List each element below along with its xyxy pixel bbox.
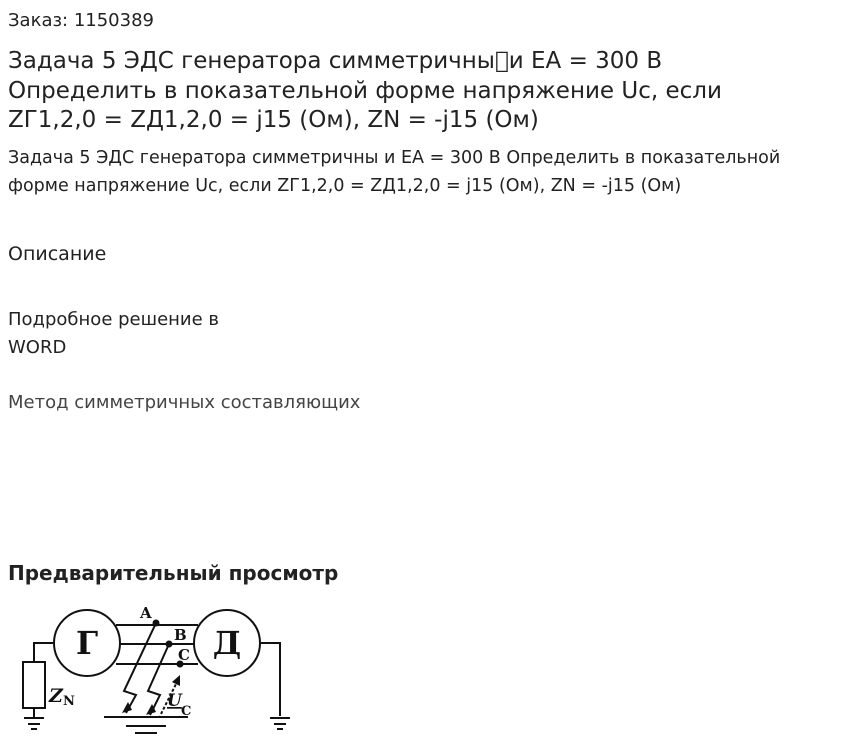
task-description: Задача 5 ЭДС генератора симметричны и ЕА = 300 В Определить в показательной форме напряжение Uc, если ZГ1,2,0 = ZД1,2,0 = j15 (Ом), ZN = -j15 (Ом)	[8, 148, 781, 196]
node-b-dot	[166, 641, 173, 648]
zn-resistor	[23, 662, 45, 708]
load-neutral-wire	[260, 643, 280, 716]
title-line-1: Задача 5 ЭДС генератора симметричны и ЕА = 300 В	[8, 48, 663, 74]
method-text: Метод симметричных составляющих	[8, 392, 361, 413]
solution-note	[8, 306, 268, 362]
title-line-3: ZГ1,2,0 = ZД1,2,0 = j15 (Ом), ZN = -j15 (Ом)	[8, 107, 539, 133]
fault-line-a	[124, 623, 156, 713]
solution-note-line-2: WORD	[8, 337, 67, 358]
description-heading: Описание	[8, 243, 107, 265]
uc-subscript: C	[181, 704, 192, 719]
preview-heading: Предварительный просмотр	[8, 561, 339, 585]
page-title	[8, 47, 828, 136]
solution-note-line-1: Подробное решение в	[8, 309, 220, 330]
uc-label: U	[167, 691, 182, 711]
uc-arrowhead	[172, 675, 180, 686]
circuit-diagram	[12, 598, 302, 743]
phase-b-label: B	[174, 626, 187, 644]
ground-symbols	[24, 718, 290, 733]
phase-c-label: C	[178, 646, 190, 664]
title-line-2: Определить в показательной форме напряжение Uc, если	[8, 77, 722, 104]
circuit-preview-image	[12, 598, 302, 743]
phase-a-label: A	[140, 604, 152, 622]
node-a-dot	[153, 620, 160, 627]
order-number: Заказ: 1150389	[8, 10, 154, 31]
zn-subscript: N	[63, 694, 75, 709]
generator-neutral-wire	[34, 643, 54, 662]
zn-label: Z	[49, 685, 63, 707]
load-label: Д	[212, 624, 242, 662]
generator-label: Г	[75, 624, 99, 662]
